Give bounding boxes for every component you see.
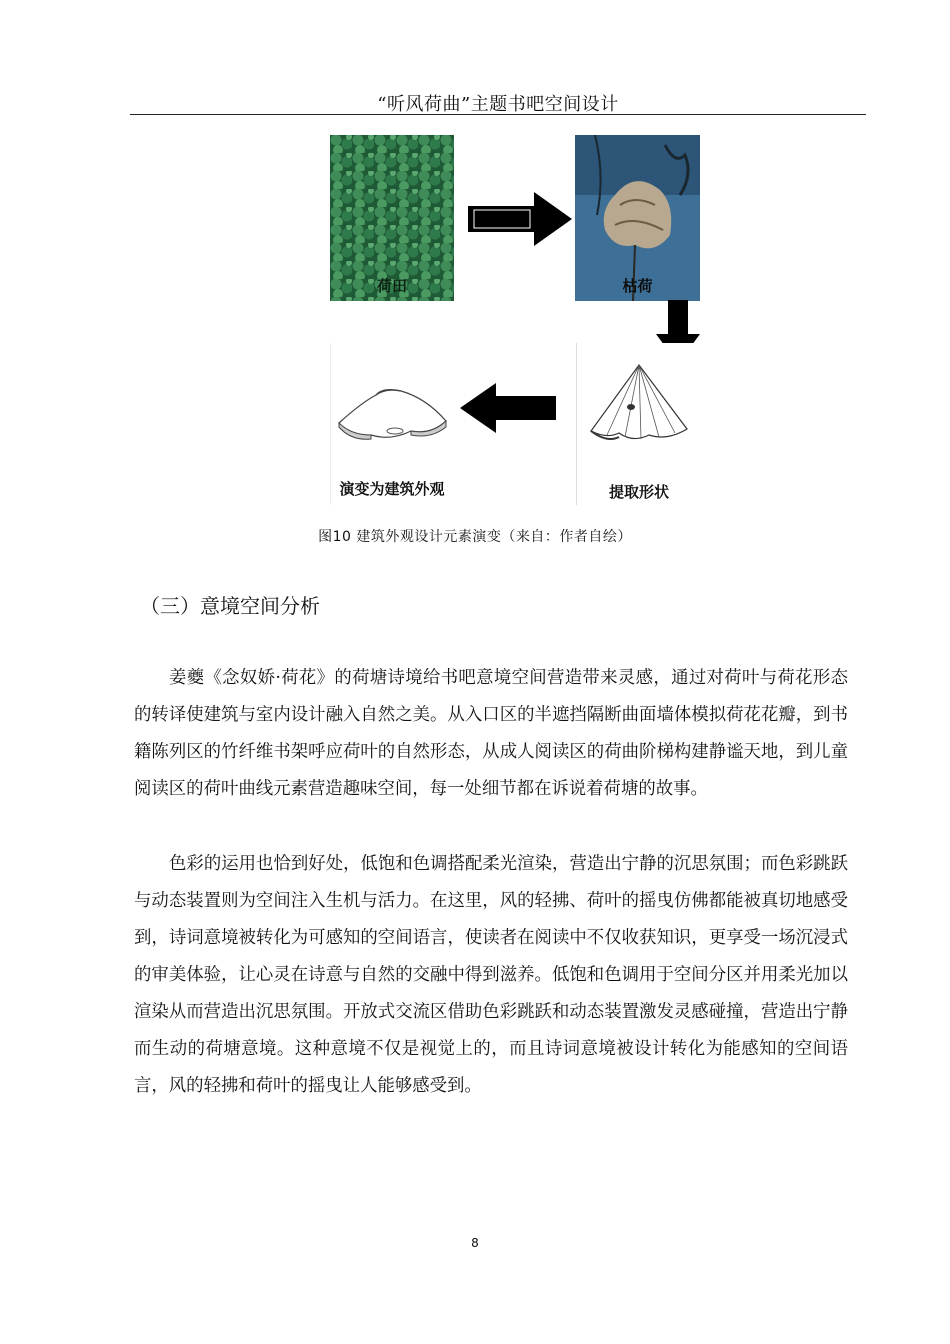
running-header: “听风荷曲”主题书吧空间设计 xyxy=(377,94,619,115)
extract-shape-sketch xyxy=(577,343,701,463)
label-extract-shape: 提取形状 xyxy=(608,483,669,501)
photo-lotus-field xyxy=(330,135,454,301)
arrow-left-icon xyxy=(460,383,556,433)
paragraph-2: 色彩的运用也恰到好处，低饱和色调搭配柔光渲染，营造出宁静的沉思氛围；而色彩跳跃与动态装置则为空间注入生机与活力。在这里，风的轻拂、荷叶的摇曳仿佛都能被真切地感受到，诗词意境被转化为可感知的空间语言，使读者在阅读中不仅收获知识，更享受一场沉浸式的审美体验，让心灵在诗意与自然的交融中得到滋养。低饱和色调用于空间分区并用柔光加以渲染从而营造出沉思氛围。开放式交流区借助色彩跳跃和动态装置激发灵感碰撞，营造出宁静而生动的荷塘意境。这种意境不仅是视觉上的，而且诗词意境被设计转化为能感知的空间语言，风的轻拂和荷叶的摇曳让人能够感受到。 xyxy=(134,854,848,1096)
label-withered-lotus: 枯荷 xyxy=(622,277,653,295)
arrow-right-icon xyxy=(468,192,572,246)
page-number: 8 xyxy=(471,1236,479,1250)
label-lotus-field: 荷田 xyxy=(376,277,407,295)
building-form-sketch xyxy=(331,343,453,463)
figure-caption: 图10 建筑外观设计元素演变（来自：作者自绘） xyxy=(318,529,632,545)
label-building-form: 演变为建筑外观 xyxy=(339,480,445,498)
header-rule xyxy=(130,114,866,115)
sketch-building-form xyxy=(330,343,453,505)
paragraph-1: 姜夔《念奴娇·荷花》的荷塘诗境给书吧意境空间营造带来灵感，通过对荷叶与荷花形态的转译使建筑与室内设计融入自然之美。从入口区的半遮挡隔断曲面墙体模拟荷花花瓣，到书籍陈列区的竹纤维书架呼应荷叶的自然形态，从成人阅读区的荷曲阶梯构建静谧天地，到儿童阅读区的荷叶曲线元素营造趣味空间，每一处细节都在诉说着荷塘的故事。 xyxy=(134,668,848,799)
section-heading: （三）意境空间分析 xyxy=(140,594,320,618)
photo-withered-lotus xyxy=(575,135,700,301)
sketch-extract-shape xyxy=(576,343,701,505)
